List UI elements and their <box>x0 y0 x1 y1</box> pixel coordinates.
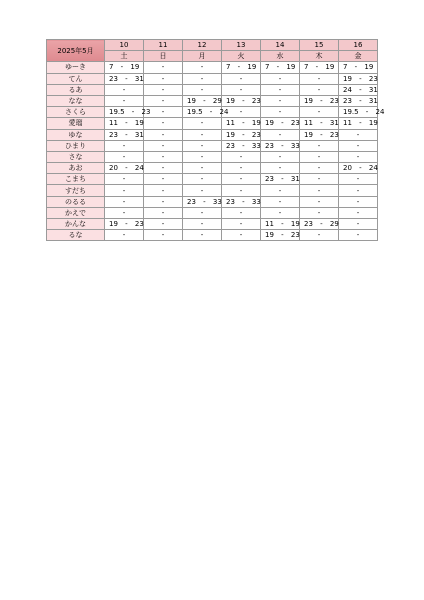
shift-cell: - <box>261 196 300 207</box>
shift-cell: - <box>261 107 300 118</box>
shift-cell: - <box>222 107 261 118</box>
shift-cell: 7 - 19 <box>300 62 339 73</box>
shift-cell: 20 - 24 <box>339 163 378 174</box>
shift-cell: - <box>261 84 300 95</box>
staff-name: のるる <box>47 196 105 207</box>
shift-cell: - <box>261 151 300 162</box>
date-header-cell: 14 <box>261 40 300 51</box>
staff-row <box>47 107 378 118</box>
shift-cell: - <box>144 151 183 162</box>
shift-cell: - <box>144 196 183 207</box>
shift-cell: - <box>144 118 183 129</box>
shift-cell: 11 - 19 <box>261 219 300 230</box>
shift-cell: 23 - 33 <box>183 196 222 207</box>
shift-cell: - <box>105 196 144 207</box>
staff-row <box>47 129 378 140</box>
shift-cell: 19 - 23 <box>222 129 261 140</box>
shift-cell: - <box>183 84 222 95</box>
shift-cell: - <box>339 196 378 207</box>
shift-cell: - <box>105 140 144 151</box>
weekday-header-cell: 水 <box>261 51 300 62</box>
shift-cell: - <box>183 73 222 84</box>
staff-name: るあ <box>47 84 105 95</box>
shift-cell: - <box>105 207 144 218</box>
shift-cell: - <box>222 151 261 162</box>
shift-cell: - <box>339 219 378 230</box>
date-header-cell: 16 <box>339 40 378 51</box>
shift-cell: - <box>144 62 183 73</box>
date-header-cell: 10 <box>105 40 144 51</box>
shift-cell: - <box>300 174 339 185</box>
staff-row <box>47 73 378 84</box>
shift-cell: 23 - 33 <box>222 196 261 207</box>
shift-cell: - <box>300 73 339 84</box>
shift-cell: 23 - 31 <box>105 73 144 84</box>
shift-cell: - <box>300 107 339 118</box>
shift-cell: - <box>261 163 300 174</box>
shift-cell: - <box>183 230 222 241</box>
shift-cell: - <box>261 207 300 218</box>
shift-cell: - <box>261 73 300 84</box>
shift-cell: 7 - 19 <box>339 62 378 73</box>
shift-cell: 23 - 31 <box>339 95 378 106</box>
shift-cell: - <box>183 219 222 230</box>
shift-cell: - <box>339 129 378 140</box>
shift-cell: 19 - 23 <box>261 230 300 241</box>
shift-cell: - <box>183 185 222 196</box>
shift-cell: - <box>105 84 144 95</box>
shift-cell: - <box>105 95 144 106</box>
shift-cell: 23 - 33 <box>261 140 300 151</box>
date-header-cell: 13 <box>222 40 261 51</box>
staff-name: さな <box>47 151 105 162</box>
shift-cell: 11 - 31 <box>300 118 339 129</box>
staff-row <box>47 140 378 151</box>
staff-row <box>47 185 378 196</box>
shift-cell: - <box>183 174 222 185</box>
weekday-header-cell: 月 <box>183 51 222 62</box>
shift-cell: - <box>300 196 339 207</box>
shift-cell: - <box>183 118 222 129</box>
shift-cell: 11 - 19 <box>222 118 261 129</box>
staff-name: なな <box>47 95 105 106</box>
shift-cell: - <box>183 207 222 218</box>
shift-cell: - <box>300 230 339 241</box>
shift-cell: 23 - 29 <box>300 219 339 230</box>
shift-cell: - <box>261 185 300 196</box>
shift-cell: 23 - 31 <box>261 174 300 185</box>
shift-cell: - <box>339 207 378 218</box>
shift-cell: - <box>183 62 222 73</box>
shift-cell: 19 - 23 <box>222 95 261 106</box>
staff-name: こまち <box>47 174 105 185</box>
date-header-cell: 12 <box>183 40 222 51</box>
shift-cell: 19.5 - 24 <box>183 107 222 118</box>
shift-cell: 11 - 19 <box>105 118 144 129</box>
shift-cell: - <box>339 230 378 241</box>
shift-cell: - <box>339 140 378 151</box>
staff-row <box>47 174 378 185</box>
shift-cell: - <box>105 151 144 162</box>
shift-cell: - <box>339 174 378 185</box>
shift-cell: - <box>183 140 222 151</box>
shift-cell: - <box>300 140 339 151</box>
staff-row <box>47 196 378 207</box>
shift-cell: - <box>183 151 222 162</box>
staff-name: ゆーき <box>47 62 105 73</box>
shift-cell: - <box>300 163 339 174</box>
shift-cell: 11 - 19 <box>339 118 378 129</box>
shift-cell: 19 - 23 <box>300 95 339 106</box>
shift-cell: 19 - 29 <box>183 95 222 106</box>
schedule-body <box>47 62 385 241</box>
shift-cell: - <box>222 185 261 196</box>
staff-row <box>47 219 378 230</box>
shift-cell: 23 - 33 <box>222 140 261 151</box>
shift-cell: - <box>339 185 378 196</box>
shift-cell: - <box>144 207 183 218</box>
staff-name: すだち <box>47 185 105 196</box>
staff-name: さくら <box>47 107 105 118</box>
shift-cell: - <box>144 84 183 95</box>
shift-cell: 19.5 - 24 <box>339 107 378 118</box>
shift-cell: - <box>144 107 183 118</box>
shift-cell: - <box>144 95 183 106</box>
weekday-header-cell: 金 <box>339 51 378 62</box>
shift-cell: - <box>144 73 183 84</box>
staff-name: てん <box>47 73 105 84</box>
shift-cell: - <box>339 151 378 162</box>
date-header-cell: 11 <box>144 40 183 51</box>
shift-cell: - <box>300 84 339 95</box>
staff-row <box>47 163 378 174</box>
month-label: 2025年5月 <box>47 40 105 62</box>
shift-cell: - <box>105 230 144 241</box>
shift-cell: 20 - 24 <box>105 163 144 174</box>
shift-cell: - <box>261 95 300 106</box>
shift-cell: 19 - 23 <box>339 73 378 84</box>
staff-name: ゆな <box>47 129 105 140</box>
shift-schedule-table <box>46 39 385 241</box>
staff-name: るな <box>47 230 105 241</box>
staff-row <box>47 207 378 218</box>
staff-row <box>47 230 378 241</box>
staff-name: かえで <box>47 207 105 218</box>
weekday-header-cell: 土 <box>105 51 144 62</box>
staff-name: 愛瑠 <box>47 118 105 129</box>
staff-row <box>47 62 378 73</box>
shift-cell: 7 - 19 <box>105 62 144 73</box>
shift-cell: 23 - 31 <box>105 129 144 140</box>
staff-name: あお <box>47 163 105 174</box>
shift-cell: 7 - 19 <box>222 62 261 73</box>
weekday-header-cell: 木 <box>300 51 339 62</box>
shift-cell: - <box>144 140 183 151</box>
shift-cell: - <box>222 174 261 185</box>
shift-cell: 19 - 23 <box>300 129 339 140</box>
shift-cell: - <box>300 207 339 218</box>
shift-cell: - <box>144 163 183 174</box>
weekday-header-cell: 火 <box>222 51 261 62</box>
staff-name: かんな <box>47 219 105 230</box>
date-header-cell: 15 <box>300 40 339 51</box>
shift-cell: - <box>144 230 183 241</box>
shift-cell: - <box>222 84 261 95</box>
shift-cell: - <box>183 163 222 174</box>
weekday-header-cell: 日 <box>144 51 183 62</box>
staff-row <box>47 151 378 162</box>
staff-row <box>47 118 378 129</box>
shift-cell: - <box>222 230 261 241</box>
staff-row <box>47 84 378 95</box>
shift-cell: - <box>105 185 144 196</box>
shift-cell: - <box>300 185 339 196</box>
shift-cell: - <box>183 129 222 140</box>
shift-cell: - <box>222 163 261 174</box>
shift-cell: - <box>222 207 261 218</box>
shift-cell: - <box>261 129 300 140</box>
shift-cell: - <box>222 219 261 230</box>
shift-cell: 19 - 23 <box>105 219 144 230</box>
staff-name: ひまり <box>47 140 105 151</box>
shift-cell: - <box>300 151 339 162</box>
date-header-row <box>47 40 378 51</box>
shift-cell: - <box>222 73 261 84</box>
shift-cell: 19 - 23 <box>261 118 300 129</box>
shift-cell: 24 - 31 <box>339 84 378 95</box>
shift-cell: - <box>105 174 144 185</box>
staff-row <box>47 95 378 106</box>
shift-cell: - <box>144 129 183 140</box>
shift-cell: 19.5 - 23 <box>105 107 144 118</box>
shift-cell: - <box>144 185 183 196</box>
shift-cell: 7 - 19 <box>261 62 300 73</box>
shift-cell: - <box>144 174 183 185</box>
shift-cell: - <box>144 219 183 230</box>
